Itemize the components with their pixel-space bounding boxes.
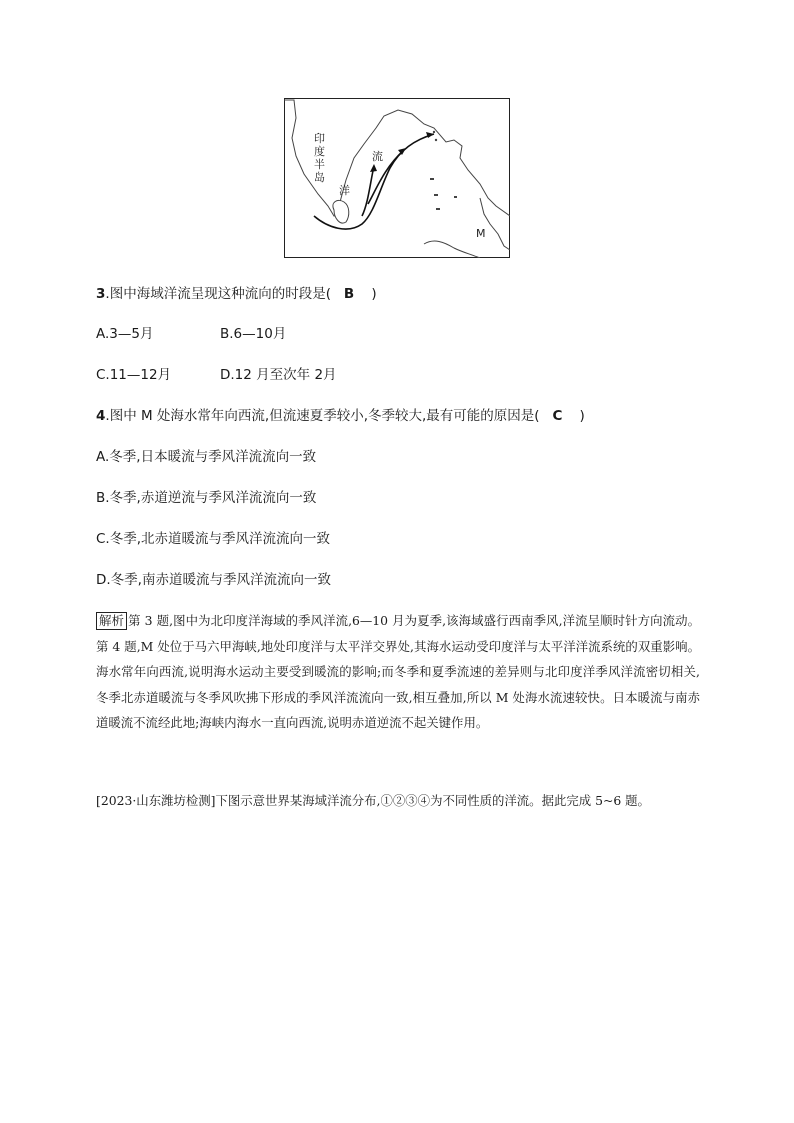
explanation-block	[96, 608, 700, 736]
answer-letter: C	[552, 408, 563, 424]
question-text: .图中海域洋流呈现这种流向的时段是(	[105, 286, 331, 302]
island	[430, 178, 434, 180]
question-4-stem	[96, 406, 585, 426]
question-number: 4	[96, 408, 106, 424]
ocean-current-map	[284, 98, 510, 258]
label-peninsula-1: 印	[314, 132, 325, 145]
question-text: .图中 M 处海水常年向西流,但流速夏季较小,冬季较大,最有可能的原因是(	[105, 408, 540, 424]
map-svg	[284, 98, 510, 258]
q3-option-c: C.11—12月	[96, 367, 172, 383]
q3-option-a: A.3—5月	[96, 326, 154, 342]
next-questions-intro: [2023·山东潍坊检测]下图示意世界某海域洋流分布,①②③④为不同性质的洋流。据此完成 5~6 题。	[96, 793, 650, 808]
island	[436, 208, 440, 210]
island	[433, 131, 435, 133]
explanation-text: 第 3 题,图中为北印度洋海域的季风洋流,6—10 月为夏季,该海域盛行西南季风,洋流呈顺时针方向流动。第 4 题,M 处位于马六甲海峡,地处印度洋与太平洋交界处,其海水运动受印度洋与太平洋洋流系统的双重影响。海水常年向西流,说明海水运动主要受到暖流的影响;而冬季和夏季流速的差异则与北印度洋季风洋流密切相关,冬季北赤道暖流与冬季风吹拂下形成的季风洋流流向一致,相互叠加,所以 M 处海水流速较快。日本暖流与南赤道暖流不流经此地;海峡内海水一直向西流,说明赤道逆流不起关键作用。	[96, 613, 700, 730]
q4-option-d: D.冬季,南赤道暖流与季风洋流流向一致	[96, 572, 331, 588]
explanation-tag: 解析	[96, 612, 127, 630]
close-paren: )	[579, 408, 585, 424]
label-peninsula-4: 岛	[314, 171, 325, 184]
q3-option-d: D.12 月至次年 2月	[220, 367, 337, 383]
answer-letter: B	[343, 286, 355, 302]
label-current-liu: 流	[372, 150, 383, 163]
island	[435, 139, 437, 141]
question-3-stem	[96, 284, 377, 304]
q4-option-c: C.冬季,北赤道暖流与季风洋流流向一致	[96, 531, 331, 547]
label-m: M	[476, 227, 486, 240]
island	[434, 194, 438, 196]
label-peninsula-2: 度	[314, 145, 325, 158]
q4-option-a: A.冬季,日本暖流与季风洋流流向一致	[96, 449, 317, 465]
close-paren: )	[371, 286, 377, 302]
island	[454, 196, 457, 198]
label-current-yang: 洋	[339, 184, 350, 197]
q4-option-b: B.冬季,赤道逆流与季风洋流流向一致	[96, 490, 317, 506]
label-peninsula-3: 半	[314, 158, 325, 171]
q3-option-b: B.6—10月	[220, 326, 287, 342]
question-number: 3	[96, 286, 106, 302]
